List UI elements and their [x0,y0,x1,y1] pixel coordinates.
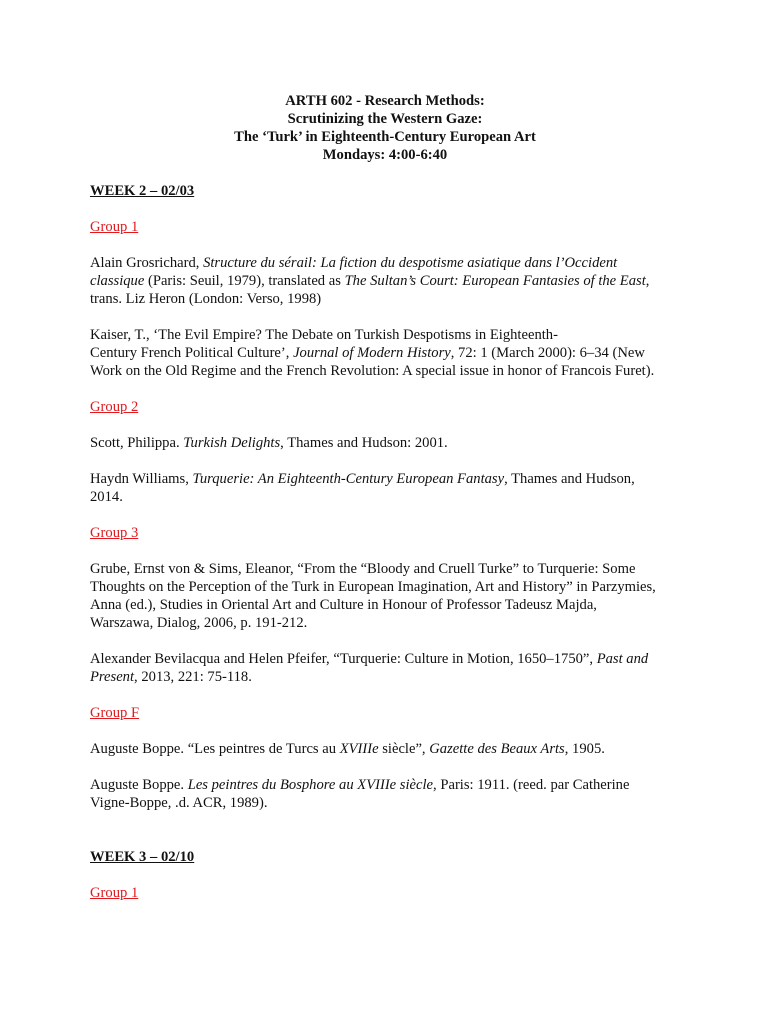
week-3-heading: WEEK 3 – 02/10 [90,849,195,865]
ref-text: , 72: 1 (March 2000): 6–34 (New [450,345,645,361]
ref-title: XVIIIe [339,741,379,757]
ref-text: Thoughts on the Perception of the Turk in European Imagination, Art and History” in Parzymies, [90,579,656,595]
week-3-group-1-heading: Group 1 [90,885,139,901]
ref-text: siècle”, [378,741,430,757]
ref-title: Turkish Delights [183,435,281,451]
ref-text: , 2013, 221: 75-118. [134,669,252,685]
course-title: ARTH 602 - Research Methods: [285,93,485,109]
ref-title: Past and [596,651,649,667]
ref-text: Grube, Ernst von & Sims, Eleanor, “From the “Bloody and Cruell Turke” to Turquerie: Some [90,561,636,577]
week-2-group-2-heading: Group 2 [90,399,139,415]
ref-title: Present [90,669,135,685]
ref-text: Auguste Boppe. “Les peintres de Turcs au [90,741,340,757]
ref-text: , [645,273,650,289]
ref-text: Auguste Boppe. [90,777,188,793]
course-subtitle: Scrutinizing the Western Gaze: [287,111,483,127]
week-2-heading: WEEK 2 – 02/03 [90,183,195,199]
ref-text: , Paris: 1911. (reed. par Catherine [433,777,630,793]
week-2-group-3-heading: Group 3 [90,525,139,541]
ref-text: Alexander Bevilacqua and Helen Pfeifer, “Turquerie: Culture in Motion, 1650–1750”, [90,651,597,667]
reference-scott [90,434,680,452]
ref-text: Warszawa, Dialog, 2006, p. 191-212. [90,615,308,631]
reference-kaiser [90,326,680,380]
ref-text: trans. Liz Heron (London: Verso, 1998) [90,291,322,307]
week-2-group-f-heading: Group F [90,705,140,721]
ref-text: Anna (ed.), Studies in Oriental Art and Culture in Honour of Professor Tadeusz Majda, [90,597,597,613]
reference-boppe-gazette [90,740,680,758]
ref-text: Century French Political Culture’, [90,345,294,361]
week-2-group-1-heading: Group 1 [90,219,139,235]
ref-title: Les peintres du Bosphore au XVIIIe siècle [187,777,434,793]
ref-text: Work on the Old Regime and the French Revolution: A special issue in honor of Francois Furet). [90,363,655,379]
ref-title: Journal of Modern History [293,345,451,361]
ref-text: Vigne-Boppe, .d. ACR, 1989). [90,795,268,811]
course-header [90,92,680,164]
ref-text: , 1905. [564,741,605,757]
ref-text: Haydn Williams, [90,471,193,487]
ref-text: , Thames and Hudson: 2001. [280,435,448,451]
ref-text: (Paris: Seuil, 1979), translated as [144,273,345,289]
ref-text: Kaiser, T., ‘The Evil Empire? The Debate on Turkish Despotisms in Eighteenth- [90,327,558,343]
reference-boppe-bosphore [90,776,680,812]
course-topic: The ‘Turk’ in Eighteenth-Century European Art [234,129,536,145]
document-page [90,92,680,902]
reference-williams [90,470,680,506]
ref-title: Turquerie: An Eighteenth-Century European Fantasy [192,471,505,487]
ref-title: Gazette des Beaux Arts [429,741,565,757]
reference-grube [90,560,680,632]
ref-text: Alain Grosrichard, [90,255,204,271]
course-schedule: Mondays: 4:00-6:40 [322,147,448,163]
reference-bevilacqua [90,650,680,686]
reference-grosrichard [90,254,680,308]
ref-title: classique [90,273,145,289]
blank-line [90,812,680,830]
ref-text: 2014. [90,489,123,505]
ref-text: , Thames and Hudson, [504,471,635,487]
ref-title: The Sultan’s Court: European Fantasies of the East [344,273,646,289]
ref-text: Scott, Philippa. [90,435,184,451]
ref-title: Structure du sérail: La fiction du despotisme asiatique dans l’Occident [203,255,618,271]
